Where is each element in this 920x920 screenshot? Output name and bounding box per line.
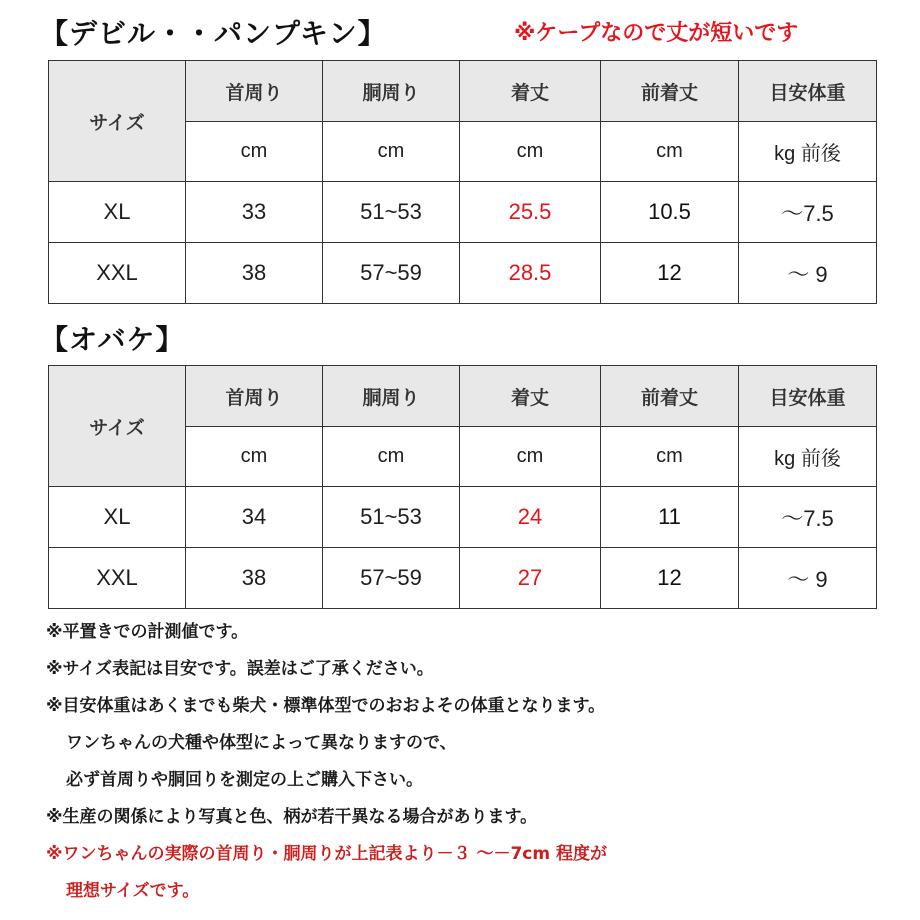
size-table-obake	[48, 365, 877, 609]
table-row	[49, 548, 877, 609]
header-length: 着丈	[460, 366, 601, 427]
unit-front-length: cm	[601, 427, 739, 487]
cell-weight: 〜 9	[739, 548, 877, 609]
cell-size: XXL	[49, 548, 186, 609]
cell-weight: 〜 9	[739, 243, 877, 304]
header-chest: 胴周り	[323, 366, 460, 427]
unit-weight: kg 前後	[739, 427, 877, 487]
cell-length: 27	[460, 548, 601, 609]
header-front-length: 前着丈	[601, 366, 739, 427]
cell-neck: 34	[186, 487, 323, 548]
note-line: ※生産の関係により写真と色、柄が若干異なる場合があります。	[46, 807, 538, 827]
section2-title: 【オバケ】	[40, 323, 185, 356]
cell-front-length: 12	[601, 243, 739, 304]
cell-length: 25.5	[460, 182, 601, 243]
cell-size: XL	[49, 182, 186, 243]
cell-neck: 38	[186, 243, 323, 304]
unit-neck: cm	[186, 122, 323, 182]
unit-chest: cm	[323, 122, 460, 182]
cell-size: XL	[49, 487, 186, 548]
note-line: ※目安体重はあくまでも柴犬・標準体型でのおおよその体重となります。	[46, 696, 606, 716]
table-row	[49, 243, 877, 304]
cell-chest: 51~53	[323, 487, 460, 548]
header-size: サイズ	[49, 366, 186, 487]
unit-neck: cm	[186, 427, 323, 487]
header-chest: 胴周り	[323, 61, 460, 122]
cell-chest: 57~59	[323, 243, 460, 304]
cell-weight: 〜7.5	[739, 182, 877, 243]
unit-weight: kg 前後	[739, 122, 877, 182]
cell-chest: 51~53	[323, 182, 460, 243]
unit-chest: cm	[323, 427, 460, 487]
note-line: ワンちゃんの犬種や体型によって異なりますので、	[66, 733, 457, 753]
note-line: ※サイズ表記は目安です。誤差はご了承ください。	[46, 659, 434, 679]
note-line: 必ず首周りや胴回りを測定の上ご購入下さい。	[66, 770, 423, 790]
cell-neck: 33	[186, 182, 323, 243]
table-row	[49, 487, 877, 548]
note-line-red: 理想サイズです。	[66, 881, 200, 901]
cell-front-length: 12	[601, 548, 739, 609]
header-size: サイズ	[49, 61, 186, 182]
cell-neck: 38	[186, 548, 323, 609]
unit-length: cm	[460, 427, 601, 487]
cell-chest: 57~59	[323, 548, 460, 609]
cell-front-length: 10.5	[601, 182, 739, 243]
cell-length: 24	[460, 487, 601, 548]
unit-front-length: cm	[601, 122, 739, 182]
section1-title: 【デビル・・パンプキン】	[40, 17, 387, 50]
header-length: 着丈	[460, 61, 601, 122]
header-weight: 目安体重	[739, 366, 877, 427]
cape-warning: ※ケープなので丈が短いです	[514, 21, 799, 46]
notes-list	[46, 614, 906, 910]
header-front-length: 前着丈	[601, 61, 739, 122]
size-table-devil-pumpkin	[48, 60, 877, 304]
table-row	[49, 182, 877, 243]
cell-length: 28.5	[460, 243, 601, 304]
cell-weight: 〜7.5	[739, 487, 877, 548]
unit-length: cm	[460, 122, 601, 182]
cell-size: XXL	[49, 243, 186, 304]
header-neck: 首周り	[186, 61, 323, 122]
note-line-red: ※ワンちゃんの実際の首周り・胴周りが上記表より－３ 〜－7cm 程度が	[46, 844, 607, 864]
cell-front-length: 11	[601, 487, 739, 548]
header-weight: 目安体重	[739, 61, 877, 122]
note-line: ※平置きでの計測値です。	[46, 622, 249, 642]
header-neck: 首周り	[186, 366, 323, 427]
